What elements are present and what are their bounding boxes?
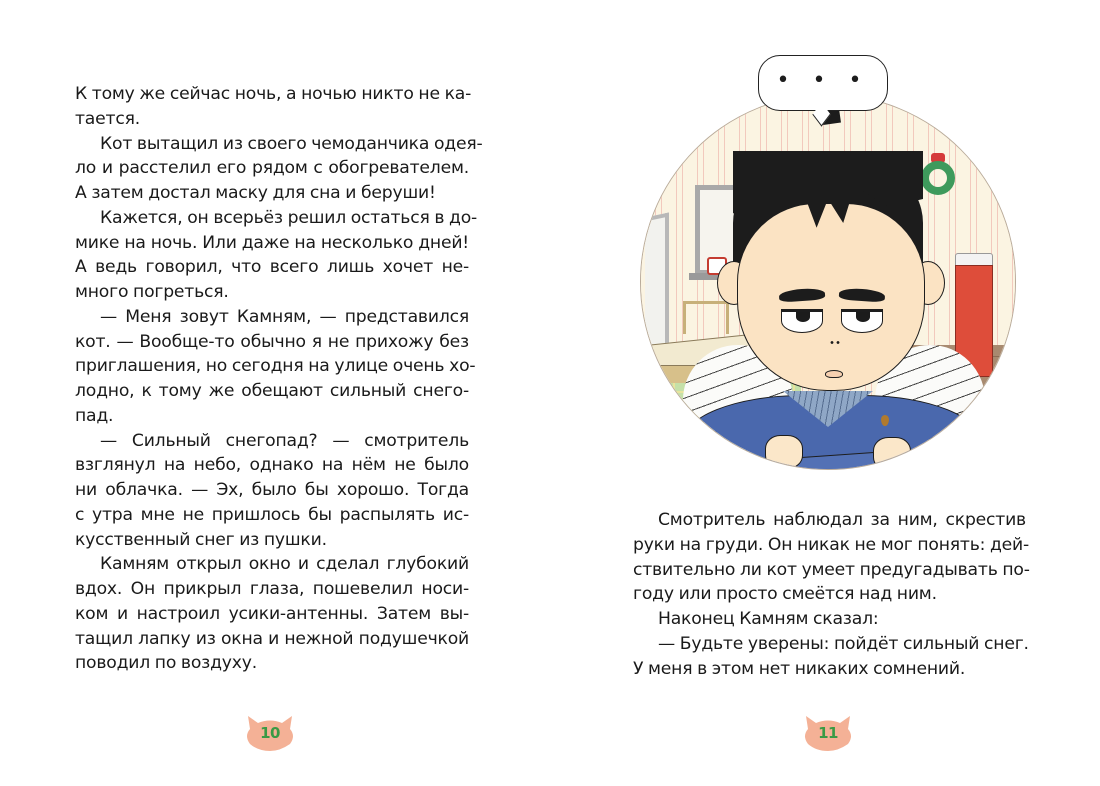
text-line: ствительно ли кот умеет предугадывать по- (633, 559, 1030, 580)
text-line: Кот вытащил из своего чемоданчика одея- (100, 133, 483, 154)
text-line: взглянул на небо, однако на нём не было (75, 455, 469, 476)
wreath-icon (921, 161, 955, 195)
eye-left (781, 309, 823, 333)
text-line: тается. (75, 108, 140, 129)
left-page-text (75, 82, 483, 676)
page-number-badge-right (802, 712, 854, 752)
text-line: с утра мне не пришлось бы распылять ис- (75, 504, 469, 525)
text-line: году или просто смеётся над ним. (633, 584, 937, 605)
nose (829, 341, 841, 344)
right-page (550, 0, 1100, 786)
text-line: ни облачка. — Эх, было бы хорошо. Тогда (75, 480, 469, 500)
text-line: Камням открыл окно и сделал глубокий (100, 554, 469, 575)
text-line: А затем достал маску для сна и беруши! (75, 183, 436, 203)
text-line: кусственный снег из пушки. (75, 529, 327, 550)
text-line: тащил лапку из окна и нежной подушечкой (75, 628, 469, 649)
right-page-text (633, 508, 1030, 681)
mouth (825, 370, 843, 378)
text-line: Наконец Камням сказал: (658, 609, 879, 629)
face (737, 203, 925, 391)
text-line: руки на груди. Он никак не мог понять: дей- (633, 534, 1030, 555)
page-number-badge-left (244, 712, 296, 752)
text-line: У меня в этом нет никаких сомнений. (633, 658, 966, 679)
page-number: 11 (818, 724, 838, 742)
text-line: мике на ночь. Или даже на несколько дней! (75, 232, 469, 253)
text-line: А ведь говорил, что всего лишь хочет не- (75, 257, 469, 278)
text-line: много погреться. (75, 282, 229, 302)
text-line: пад. (75, 405, 114, 426)
text-line: лодно, к тому же обещают сильный снего- (75, 381, 469, 401)
text-line: ло и расстелил его рядом с обогревателем. (75, 158, 469, 179)
text-line: — Сильный снегопад? — смотритель (100, 430, 469, 451)
hand-right (873, 437, 911, 470)
text-line: — Будьте уверены: пойдёт сильный снег. (658, 633, 1029, 654)
illustration (640, 50, 1020, 470)
hand-left (765, 435, 803, 469)
speech-bubble-text: • • • (776, 68, 870, 93)
speech-bubble (758, 55, 888, 111)
text-line: Смотритель наблюдал за ним, скрестив (658, 510, 1026, 530)
text-line: К тому же сейчас ночь, а ночью никто не ка- (75, 84, 472, 104)
door (645, 212, 669, 355)
text-line: Кажется, он всерьёз решил остаться в до- (100, 207, 478, 228)
eye-right (841, 309, 883, 333)
text-line: — Меня зовут Камням, — представился (100, 306, 469, 327)
page-number: 10 (260, 724, 280, 742)
text-line: кот. — Вообще-то обычно я не прихожу без (75, 331, 469, 352)
text-line: поводил по воздуху. (75, 653, 257, 674)
illustration-circle (640, 94, 1016, 470)
text-line: ком и настроил усики-антенны. Затем вы- (75, 603, 469, 624)
text-line: вдох. Он прикрыл глаза, пошевелил носи- (75, 579, 469, 599)
text-line: приглашения, но сегодня на улице очень хо- (75, 356, 476, 377)
chair (683, 301, 729, 334)
